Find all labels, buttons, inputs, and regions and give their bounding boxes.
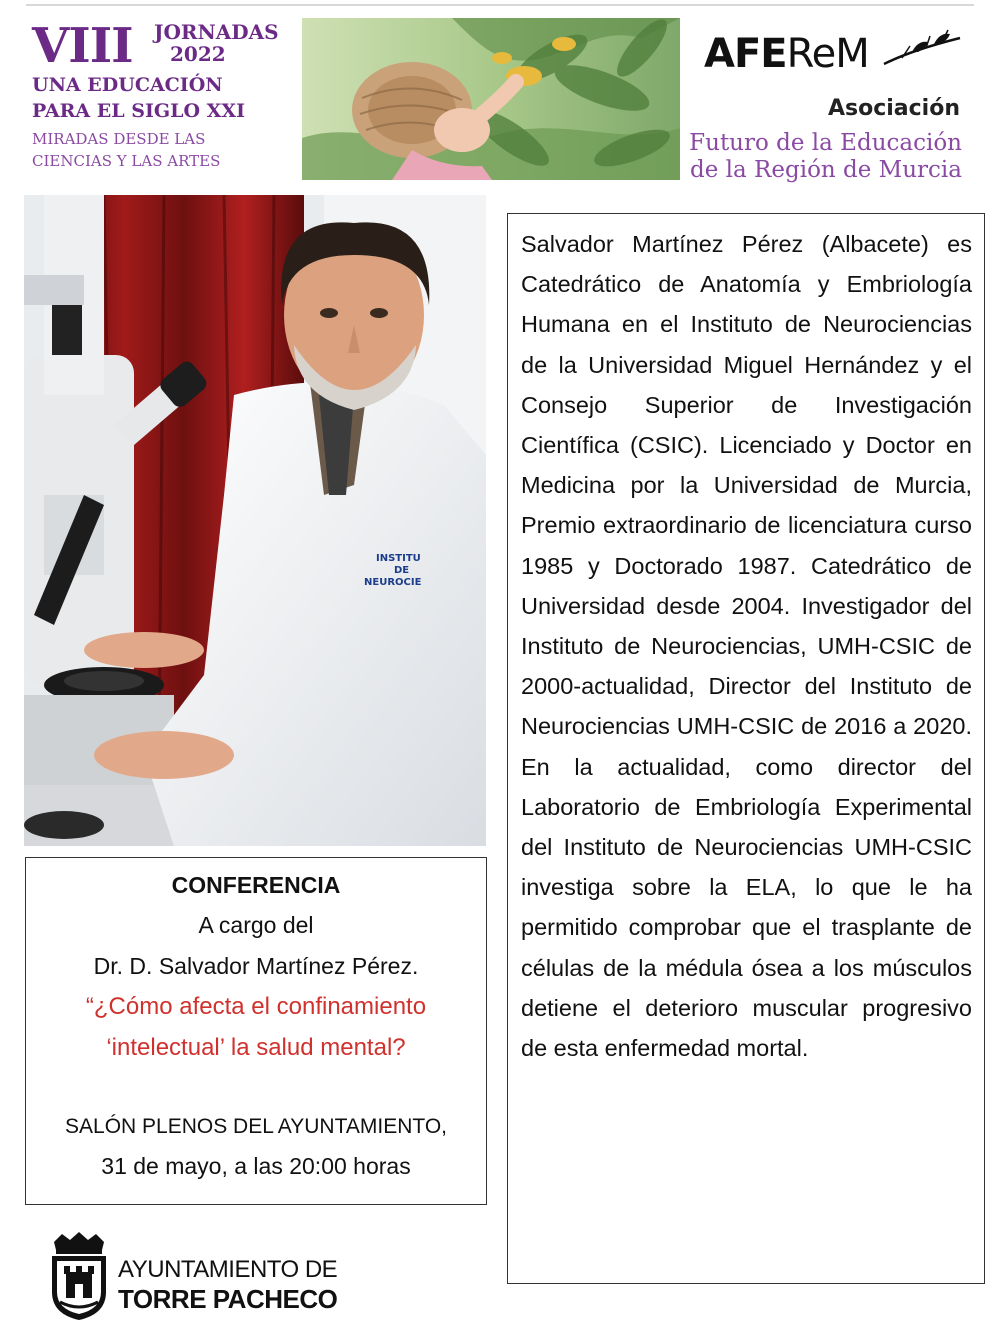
aferem-wordmark-a: AFE: [704, 31, 787, 77]
bird-branch-icon: [882, 26, 962, 70]
subtitle-line-1: MIRADAS DESDE LAS: [32, 130, 206, 148]
coat-of-arms-icon: [48, 1232, 110, 1322]
coat-label-line-2: DE: [394, 565, 410, 576]
association-name-line-1: Futuro de la Educación: [689, 130, 962, 156]
coat-label-line-1: INSTITU: [376, 553, 421, 564]
ayuntamiento-label-line-2: TORRE PACHECO: [118, 1284, 338, 1314]
conference-box: [25, 857, 487, 1205]
ayuntamiento-logo: [48, 1232, 348, 1322]
speaker-bio-box: [507, 213, 985, 1284]
aferem-wordmark-b: ReM: [786, 31, 869, 77]
tagline-line-2: PARA EL SIGLO XXI: [32, 100, 245, 122]
event-title-block: [30, 18, 300, 178]
conference-venue: SALÓN PLENOS DEL AYUNTAMIENTO,: [65, 1115, 447, 1138]
ayuntamiento-label-line-1: AYUNTAMIENTO DE: [118, 1256, 338, 1283]
banner-illustration: [302, 18, 680, 180]
bio-speaker-name: Salvador Martínez Pérez: [521, 231, 804, 257]
event-year: 2022: [170, 42, 226, 66]
jornadas-label: JORNADAS: [154, 20, 279, 44]
conference-heading: CONFERENCIA: [171, 872, 341, 898]
bio-body: (Albacete) es Catedrático de Anatomía y Embriología Humana en el Instituto de Neurociencias de la Universidad Miguel Hernández y el Consejo Superior de Investigación Científica (CSIC). Licenciado y Doctor en Medicina por la Universidad de Murcia, Premio extraordinario de licenciatura curso 1985 y Doctorado 1987. Catedrático de Universidad desde 2004. Investigador del Instituto de Neurociencias, UMH-CSIC de 2000-actualidad, Director del Instituto de Neurociencias UMH-CSIC de 2016 a 2020. En la actualidad, como director del Laboratorio de Embriología Experimental del Instituto de Neurociencias UMH-CSIC investiga sobre la ELA, lo que le ha permitido comprobar que el trasplante de células de la médula ósea a los músculos detiene el deterioro muscular progresivo de esta enfermedad mortal.: [521, 231, 972, 1062]
aferem-wordmark: [704, 31, 869, 77]
edition-number: VIII: [32, 18, 133, 74]
header-rule: [26, 4, 974, 6]
association-name-line-2: de la Región de Murcia: [690, 157, 962, 183]
association-label: Asociación: [827, 96, 960, 121]
conference-by-label: A cargo del: [198, 912, 314, 938]
conference-datetime: 31 de mayo, a las 20:00 horas: [101, 1153, 411, 1179]
conference-speaker: Dr. D. Salvador Martínez Pérez.: [93, 953, 419, 979]
conference-topic-line-1: “¿Cómo afecta el confinamiento: [85, 993, 427, 1020]
speaker-bio: [521, 224, 972, 1068]
conference-topic-line-2: ‘intelectual’ la salud mental?: [106, 1034, 406, 1061]
coat-label-line-3: NEUROCIE: [364, 577, 422, 588]
subtitle-line-2: CIENCIAS Y LAS ARTES: [32, 152, 221, 170]
aferem-logo: [704, 31, 964, 84]
tagline-line-1: UNA EDUCACIÓN: [32, 74, 223, 96]
speaker-photo: [24, 195, 486, 846]
